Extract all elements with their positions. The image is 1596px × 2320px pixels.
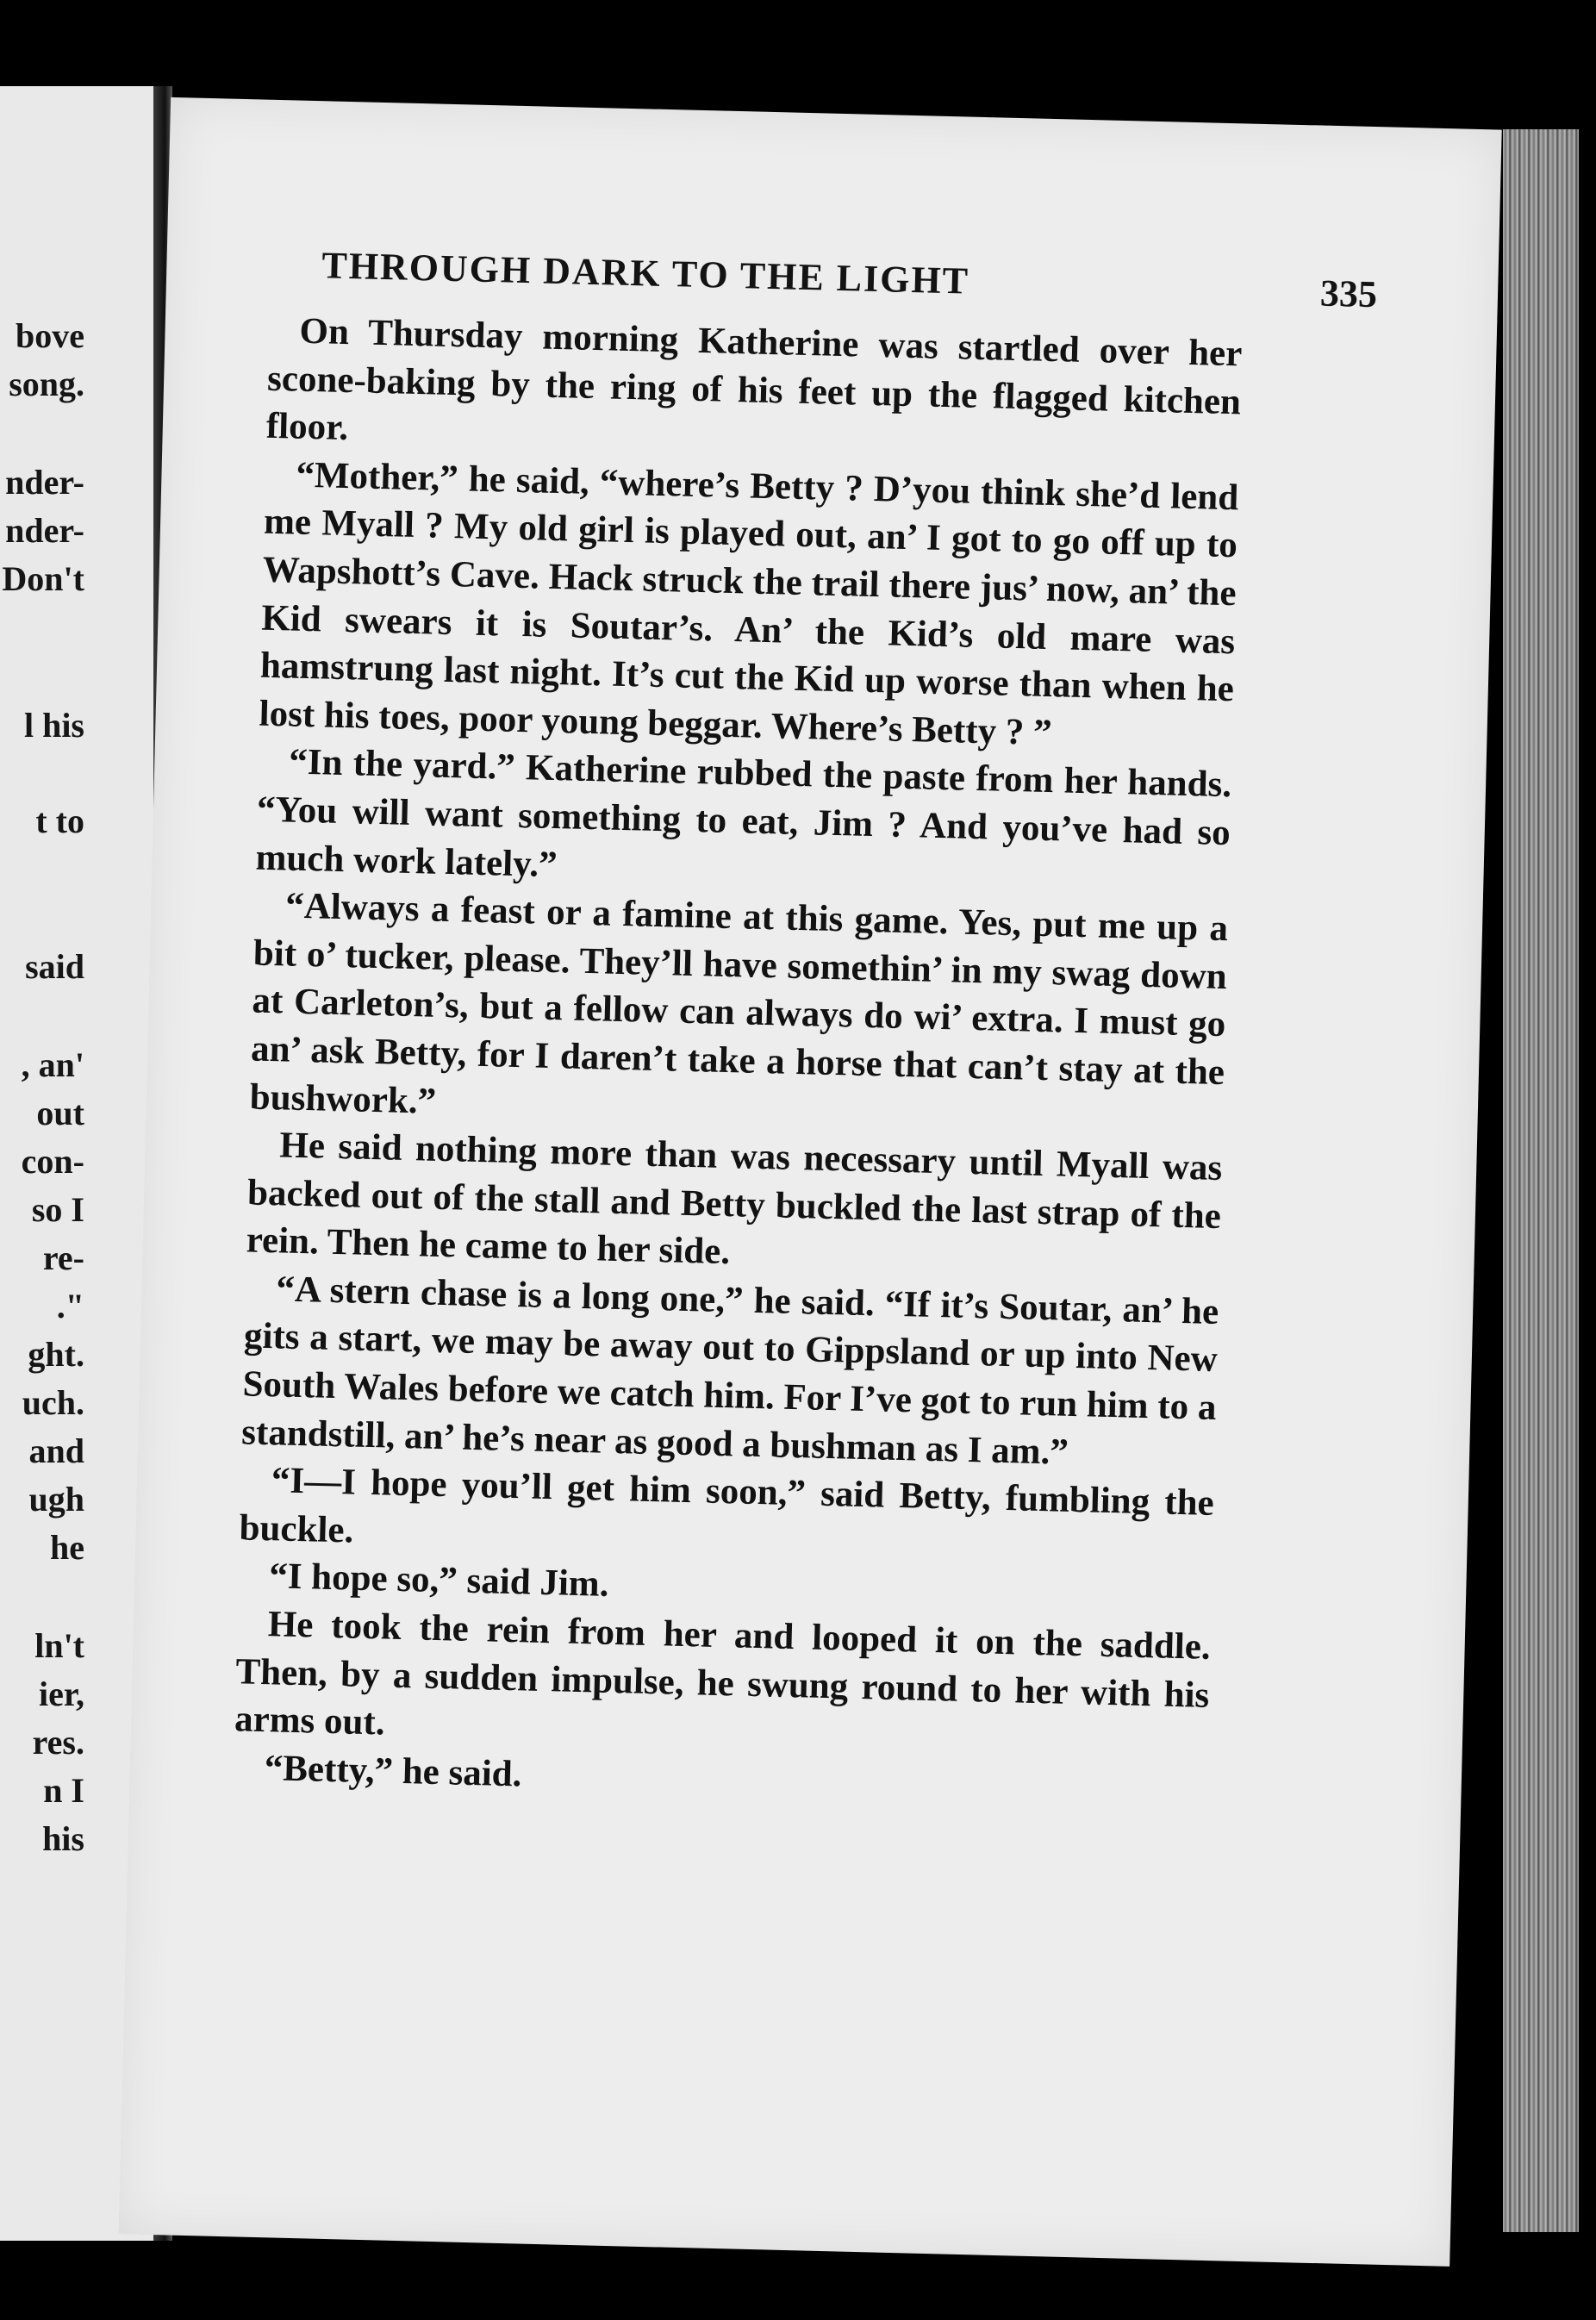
paragraph: “A stern chase is a long one,” he said. “If it’s Soutar, an’ he gits a start, we may be away out to Gippsland or up into New South Wales before we catch him. For I’ve got to run him to a standstill, an’ he’s near as good a bushman as I am.” <box>240 1269 1219 1473</box>
facing-page-fragment: so I <box>31 1190 84 1229</box>
facing-page-fragment: ln't <box>34 1626 84 1665</box>
facing-page-fragment: ugh <box>28 1480 84 1519</box>
facing-page-fragment: con- <box>21 1142 84 1181</box>
running-title: THROUGH DARK TO THE LIGHT <box>321 244 970 302</box>
paragraph: “Betty,” he said. <box>264 1747 522 1795</box>
facing-page-fragment: nder- <box>5 463 84 502</box>
facing-page-fragment: uch. <box>22 1383 84 1422</box>
facing-page-fragment: and <box>28 1431 84 1470</box>
book-page <box>119 97 1502 2267</box>
page-number: 335 <box>1319 271 1378 316</box>
facing-page-fragment: ier, <box>39 1675 84 1713</box>
facing-page-fragment: Don't <box>2 559 84 598</box>
paragraph: “I—I hope you’ll get him soon,” said Betty, fumbling the buckle. <box>239 1460 1215 1551</box>
paragraph: “Always a feast or a famine at this game. Yes, put me up a bit o’ tucker, please. They’ll have somethin’ in my swag down at Carleton’s, but a fellow can always do wi’ extra. I must go an’ ask Betty, for I daren’t take a horse that can’t stay at the bushwork.” <box>249 885 1229 1122</box>
page-edges <box>1503 129 1579 2232</box>
facing-page-fragment: his <box>42 1819 84 1858</box>
paragraph: He said nothing more than was necessary until Myall was backed out of the stall and Betty buckled the last strap of the rein. Then he came to her side. <box>246 1125 1223 1273</box>
facing-page-fragment: , an' <box>21 1045 84 1084</box>
paragraph: “In the yard.” Katherine rubbed the paste from her hands. “You will want something to eat, Jim ? And you’ve had so much work lately.” <box>255 741 1232 885</box>
facing-page-fragment: he <box>50 1528 84 1567</box>
paragraph: “Mother,” he said, “where’s Betty ? D’you think she’d lend me Myall ? My old girl is played out, an’ I got to go off up to Wapshott’s Cave. Hack struck the trail there jus’ now, an’ the Kid swears it is Soutar’s. An’ the Kid’s old mare was hamstrung last night. It’s cut the Kid up worse than when he lost his toes, poor young beggar. Where’s Betty ? ” <box>259 454 1239 753</box>
facing-page-fragment: nder- <box>5 511 84 550</box>
facing-page-fragment: bove <box>16 316 84 355</box>
facing-page-fragment: n I <box>43 1771 84 1810</box>
paragraph: On Thursday morning Katherine was startled over her scone-baking by the ring of his feet up the flagged kitchen floor. <box>265 310 1243 449</box>
facing-page-fragment: said <box>25 947 84 986</box>
facing-page-fragment: re- <box>42 1238 84 1277</box>
facing-page-fragment: l his <box>23 706 84 745</box>
facing-page-fragment: ght. <box>28 1335 84 1374</box>
facing-page-fragment: t to <box>35 801 84 840</box>
facing-page-fragment: song. <box>9 365 84 403</box>
facing-page-fragment: out <box>36 1094 84 1132</box>
running-head <box>321 243 1378 320</box>
paragraph: “I hope so,” said Jim. <box>268 1556 609 1606</box>
facing-page-fragment: ." <box>56 1287 84 1325</box>
paragraph: He took the rein from her and looped it on the saddle. Then, by a sudden impulse, he swung round to her with his arms out. <box>234 1604 1212 1743</box>
body-text <box>233 307 1243 1816</box>
facing-page-fragment: res. <box>32 1723 84 1762</box>
